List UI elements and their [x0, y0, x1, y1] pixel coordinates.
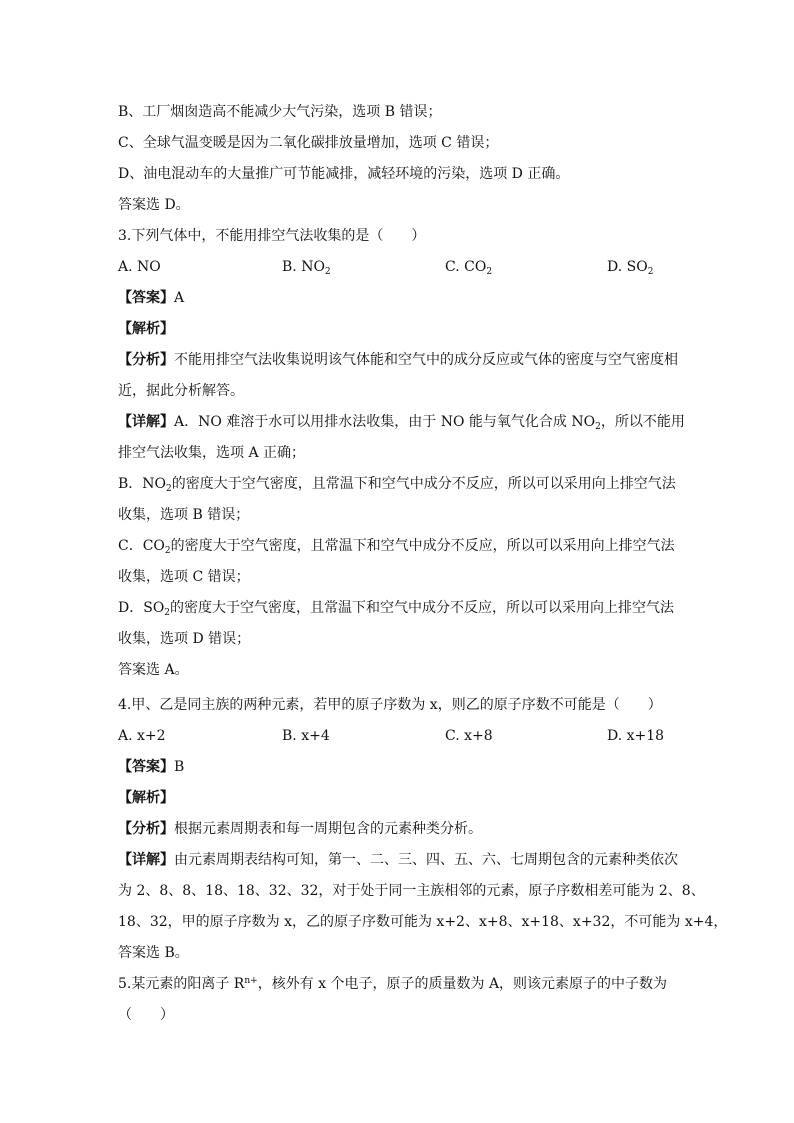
- q3-fenxi-line: 近，据此分析解答。: [118, 383, 244, 399]
- q4-xiangjie-line: 【详解】由元素周期表结构可知，第一、二、三、四、五、六、七周期包含的元素种类依次: [118, 852, 678, 868]
- q3-xiangjie-line: D．$SO_2$的密度大于空气密度，且常温下和空气中成分不反应，所以可以采用向上排空气法: [118, 600, 675, 618]
- question-3-stem: 3.下列气体中，不能用排空气法收集的是（ ）: [118, 228, 426, 244]
- q3-option-b: B. $NO_2$: [282, 259, 331, 277]
- q3-xiangjie-line: 排空气法收集，选项 A 正确；: [118, 445, 306, 461]
- q4-option-d: D. x+18: [607, 728, 665, 744]
- q4-option-a: A. x+2: [118, 728, 166, 744]
- text-line: C、全球气温变暖是因为二氧化碳排放量增加，选项 C 错误；: [118, 135, 499, 151]
- q3-xiangjie-line: 【详解】A．NO 难溶于水可以用排水法收集，由于 NO 能与氧气化合成 $NO_2$，所以不能用: [118, 414, 685, 432]
- q4-xiangjie-line: 答案选 B。: [118, 945, 189, 961]
- text-line: 答案选 D。: [118, 197, 190, 213]
- text-line: B、工厂烟囱造高不能减少大气污染，选项 B 错误；: [118, 104, 442, 120]
- q3-option-d: D. $SO_2$: [607, 259, 654, 277]
- q3-option-c: C. $CO_2$: [445, 259, 493, 277]
- q4-option-b: B. x+4: [282, 728, 330, 744]
- question-5-stem-cont: （ ）: [118, 1007, 174, 1023]
- question-5-stem: 5.某元素的阳离子 $R^{n+}$，核外有 x 个电子，原子的质量数为 A，则该元素原子的中子数为: [118, 976, 668, 992]
- q4-analysis-label: 【解析】: [118, 790, 174, 806]
- q4-answer: 【答案】B: [118, 759, 185, 775]
- text-line: D、油电混动车的大量推广可节能减排，减轻环境的污染，选项 D 正确。: [118, 166, 570, 182]
- q3-xiangjie-line: B．$NO_2$的密度大于空气密度，且常温下和空气中成分不反应，所以可以采用向上排空气法: [118, 476, 676, 494]
- q4-fenxi-line: 【分析】根据元素周期表和每一周期包含的元素种类分析。: [118, 821, 482, 837]
- q3-analysis-label: 【解析】: [118, 321, 174, 337]
- q3-fenxi-line: 【分析】不能用排空气法收集说明该气体能和空气中的成分反应或气体的密度与空气密度相: [118, 352, 678, 368]
- q3-conclusion: 答案选 A。: [118, 662, 189, 678]
- q3-xiangjie-line: 收集，选项 D 错误；: [118, 631, 251, 647]
- q4-xiangjie-line: 为 2、8、8、18、18、32、32，对于处于同一主族相邻的元素，原子序数相差可能为 2、8、: [118, 883, 705, 899]
- q3-xiangjie-line: 收集，选项 B 错误；: [118, 507, 250, 523]
- q3-xiangjie-line: 收集，选项 C 错误；: [118, 569, 250, 585]
- q4-xiangjie-line: 18、32，甲的原子序数为 x，乙的原子序数可能为 x+2、x+8、x+18、x+32，不可能为 x+4，: [118, 914, 728, 930]
- q3-xiangjie-line: C．$CO_2$的密度大于空气密度，且常温下和空气中成分不反应，所以可以采用向上排空气法: [118, 538, 675, 556]
- q3-answer: 【答案】A: [118, 290, 185, 306]
- question-4-stem: 4.甲、乙是同主族的两种元素，若甲的原子序数为 x，则乙的原子序数不可能是（ ）: [118, 697, 662, 713]
- q4-option-c: C. x+8: [445, 728, 493, 744]
- q3-option-a: A. NO: [118, 259, 161, 275]
